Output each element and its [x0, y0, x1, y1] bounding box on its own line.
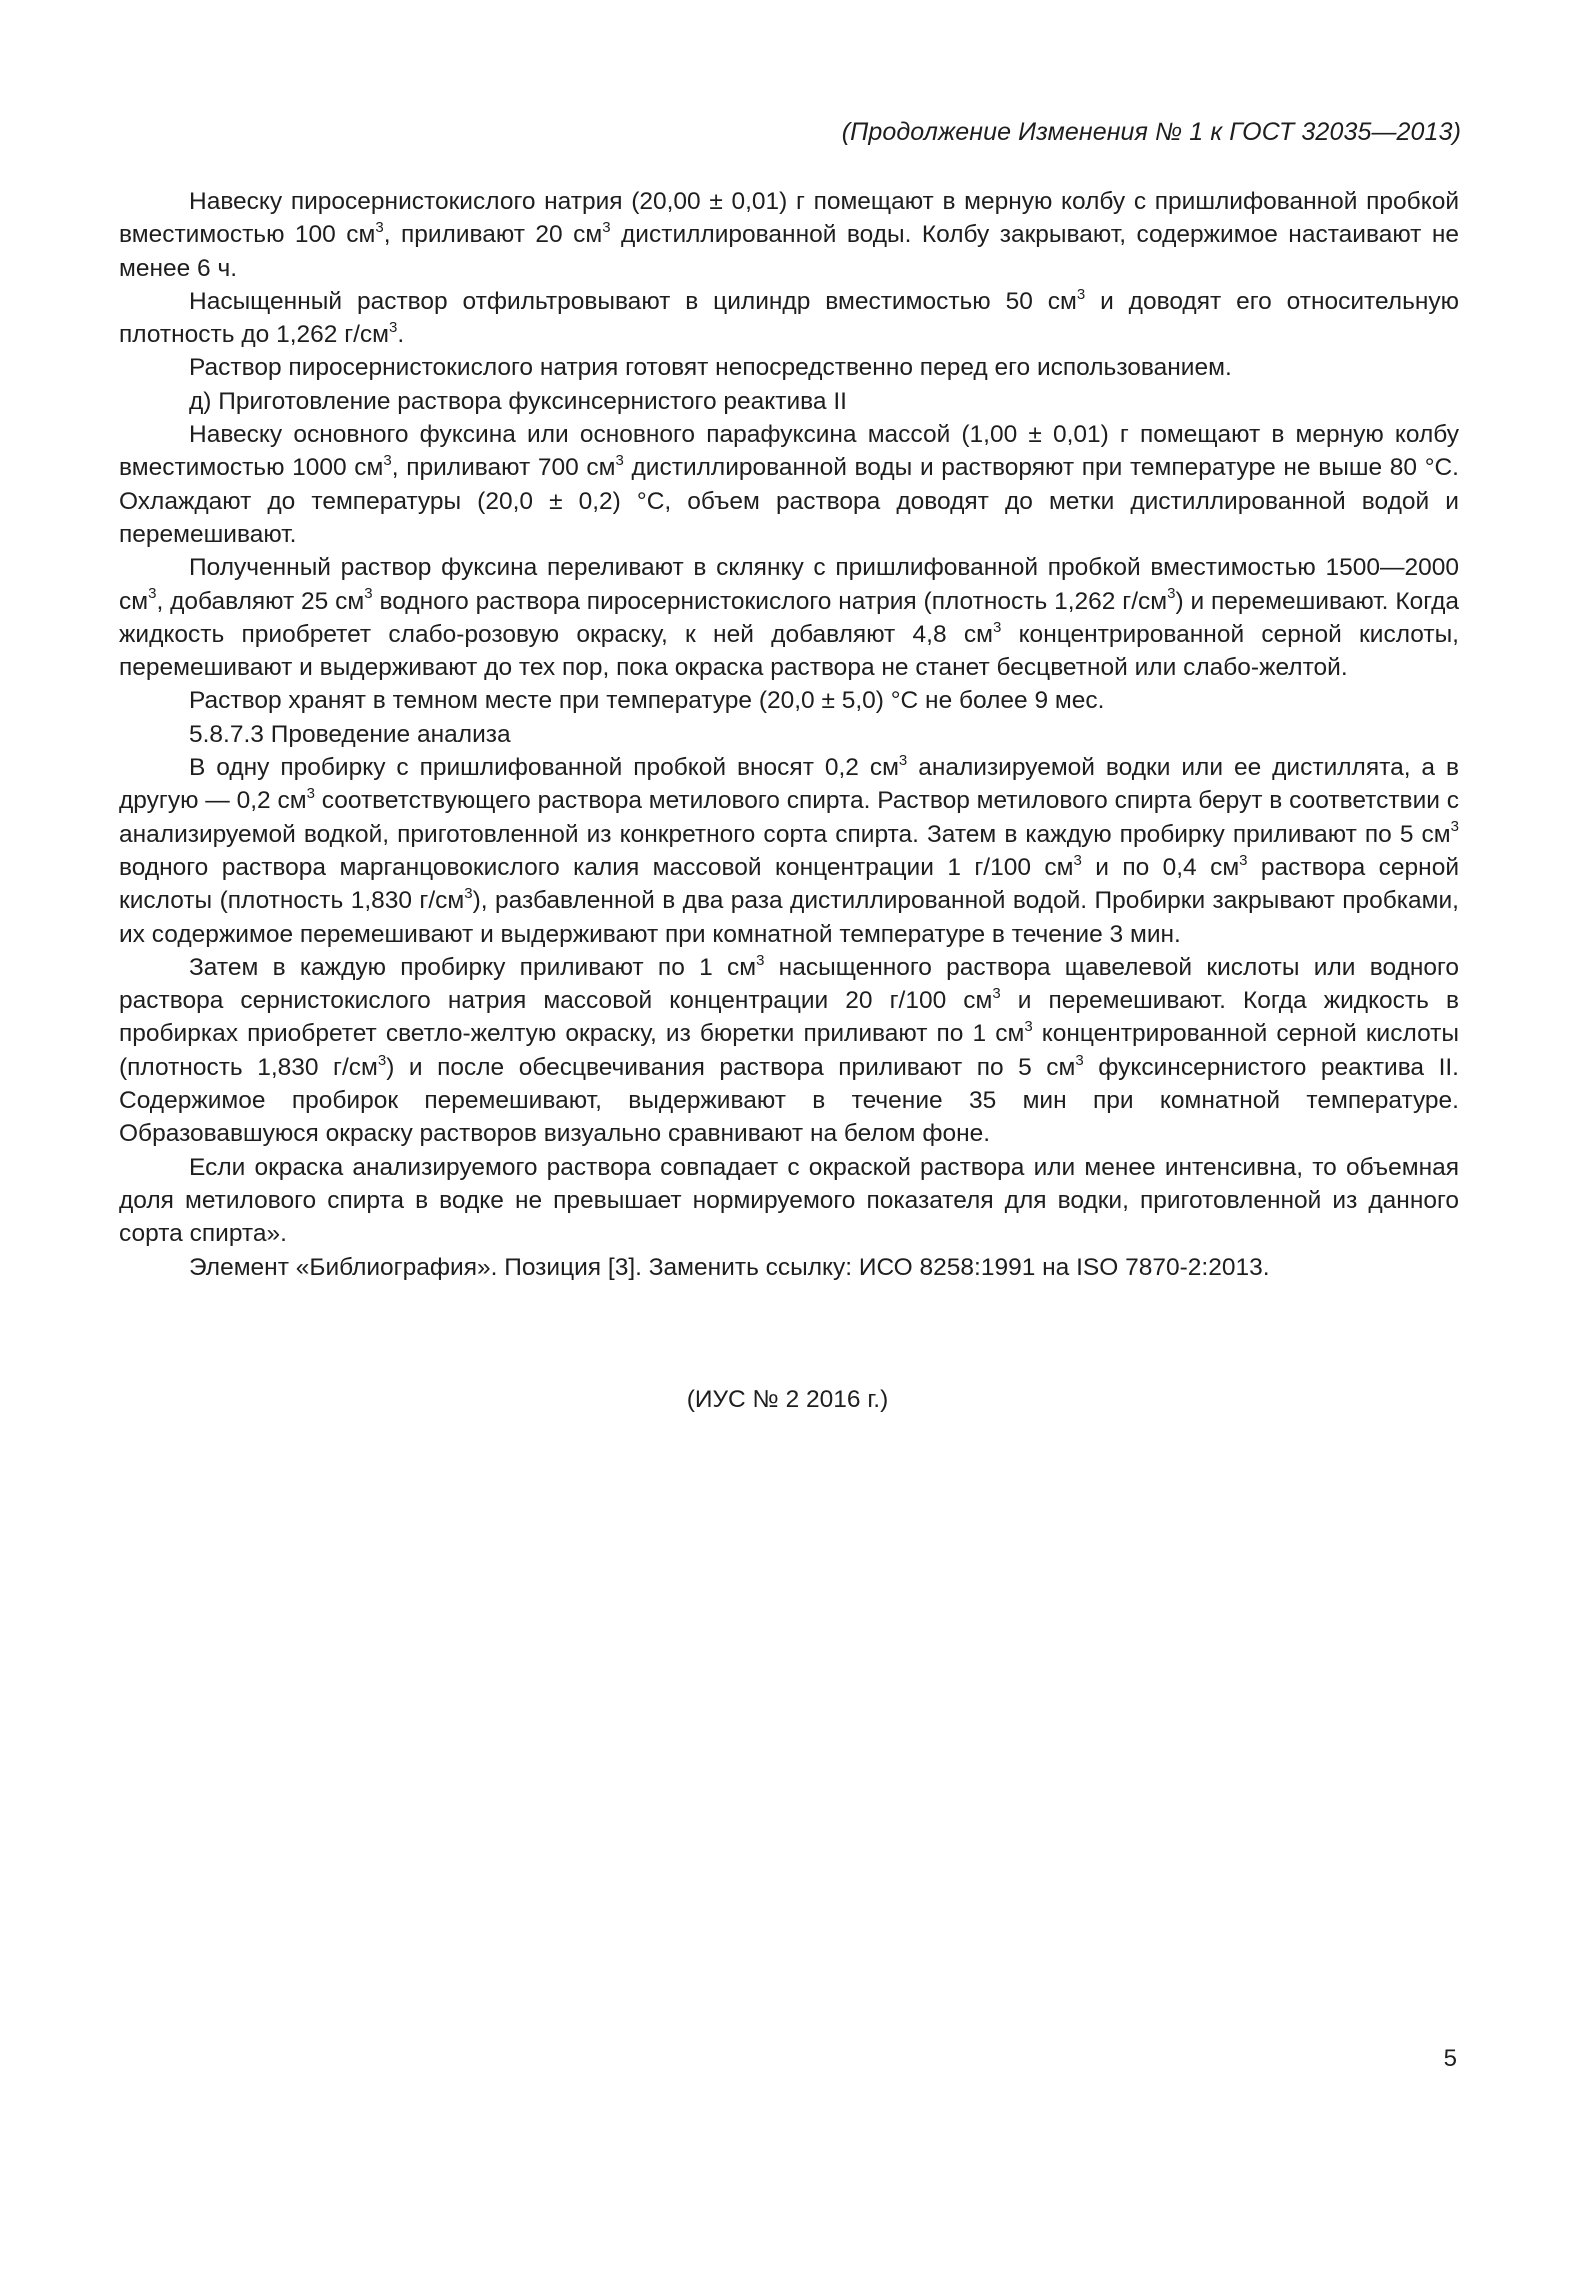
paragraph-text: Полученный раствор фуксина переливают в склянку с пришлифованной пробкой вместимостью 1500—2000 см: [119, 554, 1459, 615]
superscript: 3: [306, 785, 315, 803]
paragraph: [119, 351, 1459, 384]
paragraph-text: .: [397, 321, 405, 349]
superscript: 3: [464, 885, 473, 903]
page-number: 5: [1443, 2045, 1457, 2072]
running-head: (Продолжение Изменения № 1 к ГОСТ 32035—2013): [841, 118, 1461, 146]
superscript: 3: [377, 1051, 387, 1069]
superscript: 3: [992, 618, 1002, 636]
superscript: 3: [1167, 585, 1176, 603]
superscript: 3: [898, 751, 908, 769]
paragraph-text: дистиллированной воды. Колбу закрывают, содержимое настаивают не менее 6 ч.: [119, 221, 1459, 282]
superscript: 3: [1239, 851, 1248, 869]
paragraph: [119, 551, 1459, 684]
paragraph: [119, 684, 1459, 717]
paragraph-text: анализируемой водки или ее дистиллята, а в другую — 0,2 см: [119, 754, 1459, 815]
paragraph-text: водного раствора пиросернистокислого натрия (плотность 1,262 г/см: [372, 587, 1168, 615]
paragraph-text: д) Приготовление раствора фуксинсернистого реактива II: [189, 387, 847, 415]
paragraph: [119, 185, 1459, 285]
paragraph-text: водного раствора марганцовокислого калия массовой концентрации 1 г/100 см: [119, 853, 1074, 881]
paragraph-text: , приливают 700 см: [391, 454, 616, 482]
paragraph-text: фуксинсернистого реактива II. Содержимое пробирок перемешивают, выдерживают в течение 35 мин при комнатной температуре. Образовавшуюся окраску растворов визуально сравнивают на белом фоне.: [119, 1053, 1459, 1148]
superscript: 3: [364, 585, 373, 603]
paragraph-text: концентрированной серной кислоты, перемешивают и выдерживают до тех пор, пока окраска раствора не станет бесцветной или слабо-желтой.: [119, 620, 1459, 682]
superscript: 3: [992, 984, 1001, 1002]
paragraph: [119, 385, 1459, 418]
superscript: 3: [615, 452, 624, 470]
paragraph-text: насыщенного раствора щавелевой кислоты или водного раствора сернистокислого натрия массовой концентрации 20 г/100 см: [119, 953, 1460, 1015]
paragraph-text: Если окраска анализируемого раствора совпадает с окраской раствора или менее интенсивна, то объемная доля метилового спирта в водке не превышает нормируемого показателя для водки, приготовленной из данного сорта спирта».: [119, 1153, 1459, 1248]
paragraph-text: В одну пробирку с пришлифованной пробкой вносят 0,2 см: [189, 754, 899, 782]
paragraph-text: ) и после обесцвечивания раствора приливают по 5 см: [386, 1053, 1076, 1081]
superscript: 3: [1450, 818, 1459, 836]
superscript: 3: [148, 585, 157, 603]
superscript: 3: [1024, 1018, 1033, 1036]
paragraph-text: Насыщенный раствор отфильтровывают в цилиндр вместимостью 50 см: [189, 287, 1077, 315]
paragraph-text: и доводят его относительную плотность до 1,262 г/см: [119, 287, 1460, 349]
paragraph: [119, 1151, 1459, 1251]
paragraph-text: дистиллированной воды и растворяют при температуре не выше 80 °С. Охлаждают до температуры (20,0 ± 0,2) °С, объем раствора доводят до метки дистиллированной водой и перемешивают.: [119, 454, 1459, 548]
paragraph-text: 5.8.7.3 Проведение анализа: [189, 720, 511, 748]
paragraph-text: Раствор пиросернистокислого натрия готовят непосредственно перед его использованием.: [189, 354, 1232, 382]
paragraph: [119, 718, 1459, 751]
paragraph-text: Элемент «Библиография». Позиция [3]. Заменить ссылку: ИСО 8258:1991 на ISO 7870-2:2013.: [189, 1253, 1270, 1281]
paragraph-text: концентрированной серной кислоты (плотность 1,830 г/см: [119, 1020, 1459, 1081]
paragraph-text: ), разбавленной в два раза дистиллированной водой. Пробирки закрывают пробками, их содержимое перемешивают и выдерживают при комнатной температуре в течение 3 мин.: [119, 887, 1459, 948]
superscript: 3: [389, 319, 398, 337]
paragraph: [119, 285, 1459, 352]
body-text: [119, 185, 1459, 1284]
paragraph-text: и по 0,4 см: [1081, 853, 1240, 881]
superscript: 3: [756, 951, 765, 969]
paragraph-text: Раствор хранят в темном месте при температуре (20,0 ± 5,0) °С не более 9 мес.: [189, 687, 1105, 715]
paragraph: [119, 951, 1459, 1151]
paragraph-text: Затем в каждую пробирку приливают по 1 см: [189, 953, 757, 981]
paragraph: [119, 418, 1459, 551]
paragraph: [119, 1251, 1459, 1284]
paragraph-text: Навеску пиросернистокислого натрия (20,00 ± 0,01) г помещают в мерную колбу с пришлифованной пробкой вместимостью 100 см: [119, 188, 1459, 249]
superscript: 3: [383, 452, 392, 470]
paragraph-text: раствора серной кислоты (плотность 1,830 г/см: [119, 853, 1460, 915]
paragraph-text: Навеску основного фуксина или основного парафуксина массой (1,00 ± 0,01) г помещают в мерную колбу вместимостью 1000 см: [119, 421, 1459, 482]
superscript: 3: [602, 219, 611, 237]
paragraph-text: , приливают 20 см: [383, 221, 603, 249]
paragraph-text: , добавляют 25 см: [156, 587, 365, 615]
paragraph-text: ) и перемешивают. Когда жидкость приобретет слабо-розовую окраску, к ней добавляют 4,8 см: [119, 587, 1459, 648]
source-note: (ИУС № 2 2016 г.): [686, 1386, 889, 1413]
superscript: 3: [1076, 285, 1086, 303]
paragraph: [119, 751, 1459, 951]
superscript: 3: [1073, 851, 1082, 869]
paragraph-text: соответствующего раствора метилового спирта. Раствор метилового спирта берут в соответствии с анализируемой водкой, приготовленной из конкретного сорта спирта. Затем в каждую пробирку приливают по 5 см: [119, 787, 1460, 848]
paragraph-text: и перемешивают. Когда жидкость в пробирках приобретет светло-желтую окраску, из бюретки приливают по 1 см: [119, 987, 1459, 1048]
superscript: 3: [1075, 1051, 1084, 1069]
superscript: 3: [375, 219, 384, 237]
